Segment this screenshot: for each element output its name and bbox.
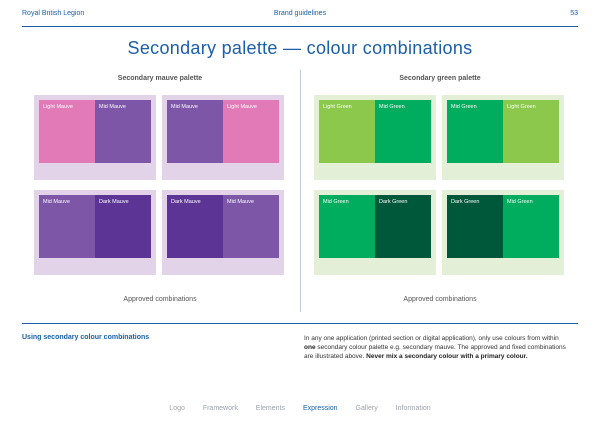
colour-swatch: Mid Green — [319, 195, 375, 258]
header-rule — [22, 26, 578, 27]
usage-emphasis: Never mix a secondary colour with a primary colour. — [366, 353, 528, 360]
mauve-combination-card — [162, 95, 284, 180]
usage-heading: Using secondary colour combinations — [22, 334, 150, 341]
mauve-combination-card — [34, 190, 156, 275]
green-combination-card — [442, 95, 564, 180]
section-rule — [22, 323, 578, 324]
green-caption: Approved combinations — [403, 296, 477, 303]
colour-swatch: Light Green — [319, 100, 375, 163]
nav-item-gallery[interactable]: Gallery — [355, 405, 378, 412]
nav-item-elements[interactable]: Elements — [255, 405, 285, 412]
colour-swatch: Light Mauve — [39, 100, 95, 163]
mauve-caption: Approved combinations — [123, 296, 197, 303]
usage-body — [304, 334, 566, 361]
mauve-subhead: Secondary mauve palette — [117, 75, 203, 82]
usage-text: secondary colour palette e.g. secondary mauve. The approved and fixed combinations are illustrated above. — [304, 344, 566, 360]
page-number: 53 — [570, 10, 578, 17]
mauve-combination-card — [34, 95, 156, 180]
colour-swatch: Light Mauve — [223, 100, 279, 163]
header-brand: Royal British Legion — [22, 10, 85, 17]
nav-item-framework[interactable]: Framework — [202, 405, 238, 412]
colour-swatch: Dark Green — [447, 195, 503, 258]
usage-text: In any one application (printed section or digital application), only use colours from within — [304, 335, 559, 342]
colour-swatch: Mid Green — [447, 100, 503, 163]
green-combination-card — [314, 190, 436, 275]
colour-swatch: Mid Mauve — [95, 100, 151, 163]
green-subhead: Secondary green palette — [399, 75, 481, 82]
nav-item-logo[interactable]: Logo — [169, 405, 185, 412]
mauve-combination-card — [162, 190, 284, 275]
colour-swatch: Mid Green — [503, 195, 559, 258]
nav-item-information[interactable]: Information — [395, 405, 431, 412]
colour-swatch: Mid Mauve — [39, 195, 95, 258]
header-section: Brand guidelines — [273, 10, 327, 17]
colour-swatch: Mid Green — [375, 100, 431, 163]
nav-item-expression[interactable]: Expression — [302, 405, 338, 412]
page-title: Secondary palette — colour combinations — [127, 38, 473, 58]
section-nav — [0, 405, 600, 412]
column-divider — [300, 70, 301, 312]
green-combination-card — [314, 95, 436, 180]
colour-swatch: Dark Mauve — [95, 195, 151, 258]
colour-swatch: Dark Mauve — [167, 195, 223, 258]
green-combination-card — [442, 190, 564, 275]
colour-swatch: Light Green — [503, 100, 559, 163]
usage-emphasis: one — [304, 344, 316, 351]
colour-swatch: Mid Mauve — [167, 100, 223, 163]
colour-swatch: Mid Mauve — [223, 195, 279, 258]
colour-swatch: Dark Green — [375, 195, 431, 258]
